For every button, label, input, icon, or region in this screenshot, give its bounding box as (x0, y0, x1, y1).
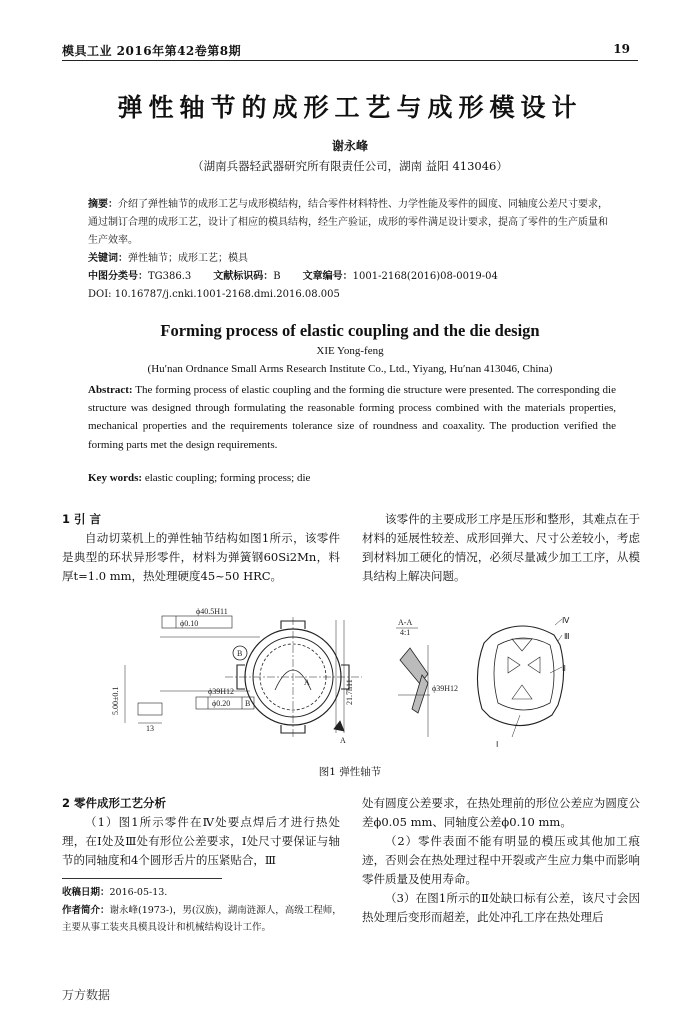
keywords-cn-text: 弹性轴节；成形工艺；模具 (128, 253, 248, 264)
header-rule (62, 60, 638, 61)
title-cn: 弹性轴节的成形工艺与成形模设计 (117, 93, 583, 122)
article-no-value: 1001-2168(2016)08-0019-04 (352, 271, 498, 282)
fig-label-r4: Ⅳ (562, 616, 570, 625)
keywords-en-label: Key words: (88, 472, 143, 484)
section1-left-text: 自动切菜机上的弹性轴节结构如图1所示，该零件是典型的环状异形零件，材料为弹簧钢60Si2Mn，料厚t=1.0 mm，热处理硬度45~50 HRC。 (62, 531, 340, 583)
footnote-author (62, 902, 344, 936)
doi-line: DOI: 10.16787/j.cnki.1001-2168.dmi.2016.08.005 (88, 289, 340, 300)
fig-label-sec-title: A-A (398, 618, 413, 627)
received-date: 2016-05-13. (109, 887, 168, 898)
fig-label-sec-a: A (304, 678, 310, 687)
abstract-cn (88, 196, 616, 250)
fig-label-datum-b2: B (245, 699, 251, 708)
author-en: XIE Yong-feng (316, 345, 384, 357)
classification-line (88, 268, 616, 286)
author-info-label: 作者简介： (62, 905, 110, 916)
section2-heading: 2 零件成形工艺分析 (62, 796, 167, 810)
fig-label-tol2: ϕ0.20 (212, 699, 231, 708)
figure-1-drawing (100, 605, 600, 755)
affiliation-en: (Hu′nan Ordnance Small Arms Research Institute Co., Ltd., Yiyang, Hu′nan 413046, China) (147, 363, 553, 375)
journal-header: 模具工业 2016年第42卷第8期 (62, 44, 242, 58)
fig-label-datum-b: B (237, 649, 243, 658)
fig-label-r3: Ⅲ (564, 632, 570, 641)
fig-label-sec-a2: A (340, 736, 346, 745)
section2-right (362, 794, 640, 927)
fig-label-dim-13: 13 (146, 724, 154, 733)
author-cn: 谢永峰 (331, 139, 368, 153)
abstract-cn-label: 摘要： (88, 199, 118, 210)
section1-left (62, 510, 340, 586)
section1-right (362, 510, 640, 586)
received-label: 收稿日期： (62, 887, 110, 898)
keywords-en-text: elastic coupling; forming process; die (142, 472, 311, 484)
article-no-label: 文章编号： (302, 271, 353, 282)
section2-right-p3: （3）在图1所示的Ⅱ处缺口标有公差，该尺寸会因热处理后变形而超差，此处冲孔工序在热处理后 (362, 891, 640, 924)
doc-code-label: 文献标识码： (213, 271, 274, 282)
abstract-cn-text: 介绍了弹性轴节的成形工艺与成形模结构，结合零件材料特性、力学性能及零件的圆度、同轴度公差尺寸要求，通过制订合理的成形工艺，设计了相应的模具结构，经生产验证，成形的零件满足设计要求，提高了零件的生产质量和生产效率。 (88, 199, 608, 246)
watermark: 万方数据 (62, 988, 111, 1002)
fig-label-d2: ϕ39H12 (208, 687, 234, 696)
isometric-view (477, 619, 563, 737)
abstract-en-text: The forming process of elastic coupling and the forming die structure were presented. The corresponding die structure was designed through formulating the reasonable forming process combined with the materials properties, mechanical properties and the requirements tolerance size of roundness and coaxality. The production verified the forming parts met the design requirements. (88, 384, 616, 451)
abstract-en-label: Abstract: (88, 384, 133, 396)
footnote-rule (62, 878, 222, 879)
section2-right-p1: 处有圆度公差要求，在热处理前的形位公差应为圆度公差ϕ0.05 mm、同轴度公差ϕ0.10 mm。 (362, 796, 640, 829)
fig-label-dim-21: 21.7h11 (345, 679, 354, 705)
fig-label-d3: ϕ39H12 (432, 684, 458, 693)
fig-label-sec-scale: 4:1 (400, 628, 411, 637)
front-view (125, 616, 362, 737)
section1-heading: 1 引 言 (62, 512, 102, 526)
figure-1-caption: 图1 弹性轴节 (318, 766, 382, 778)
footnote-received (62, 884, 344, 901)
fig-label-r2: Ⅱ (562, 664, 566, 673)
keywords-en (88, 472, 310, 484)
abstract-en (88, 381, 616, 454)
doc-code-value: B (273, 271, 281, 282)
keywords-cn-label: 关键词： (88, 253, 128, 264)
section1-right-text: 该零件的主要成形工序是压形和整形，其难点在于材料的延展性较差、成形回弹大、尺寸公差较小，考虑到材料加工硬化的情况，必须尽量减少加工工序，从模具结构上解决问题。 (362, 512, 640, 583)
clc-label: 中图分类号： (88, 271, 148, 282)
fig-label-r1: Ⅰ (496, 740, 499, 749)
clc-value: TG386.3 (148, 271, 192, 282)
fig-label-dim-v: 5.00±0.1 (111, 686, 120, 715)
page-number: 19 (613, 42, 630, 56)
keywords-cn (88, 250, 616, 268)
section2-left (62, 794, 340, 870)
author-info-text: 谢永峰(1973-)，男(汉族)，湖南涟源人，高级工程师，主要从事工装夹具模具设计和机械结构设计工作。 (62, 905, 342, 933)
title-en: Forming process of elastic coupling and the die design (160, 321, 540, 340)
fig-label-tol1: ϕ0.10 (180, 619, 199, 628)
fig-label-d1: ϕ40.5H11 (196, 607, 228, 616)
affiliation-cn: （湖南兵器轻武器研究所有限责任公司，湖南 益阳 413046） (192, 159, 508, 173)
section-view (396, 628, 430, 737)
section2-left-text: （1）图1所示零件在Ⅳ处要点焊后才进行热处理，在Ⅰ处及Ⅲ处有形位公差要求，Ⅰ处尺寸要保证与轴节的同轴度和4个圆形舌片的压紧贴合，Ⅲ (62, 815, 340, 867)
section2-right-p2: （2）零件表面不能有明显的模压或其他加工痕迹，否则会在热处理过程中开裂或产生应力集中而影响零件质量及使用寿命。 (362, 834, 640, 886)
